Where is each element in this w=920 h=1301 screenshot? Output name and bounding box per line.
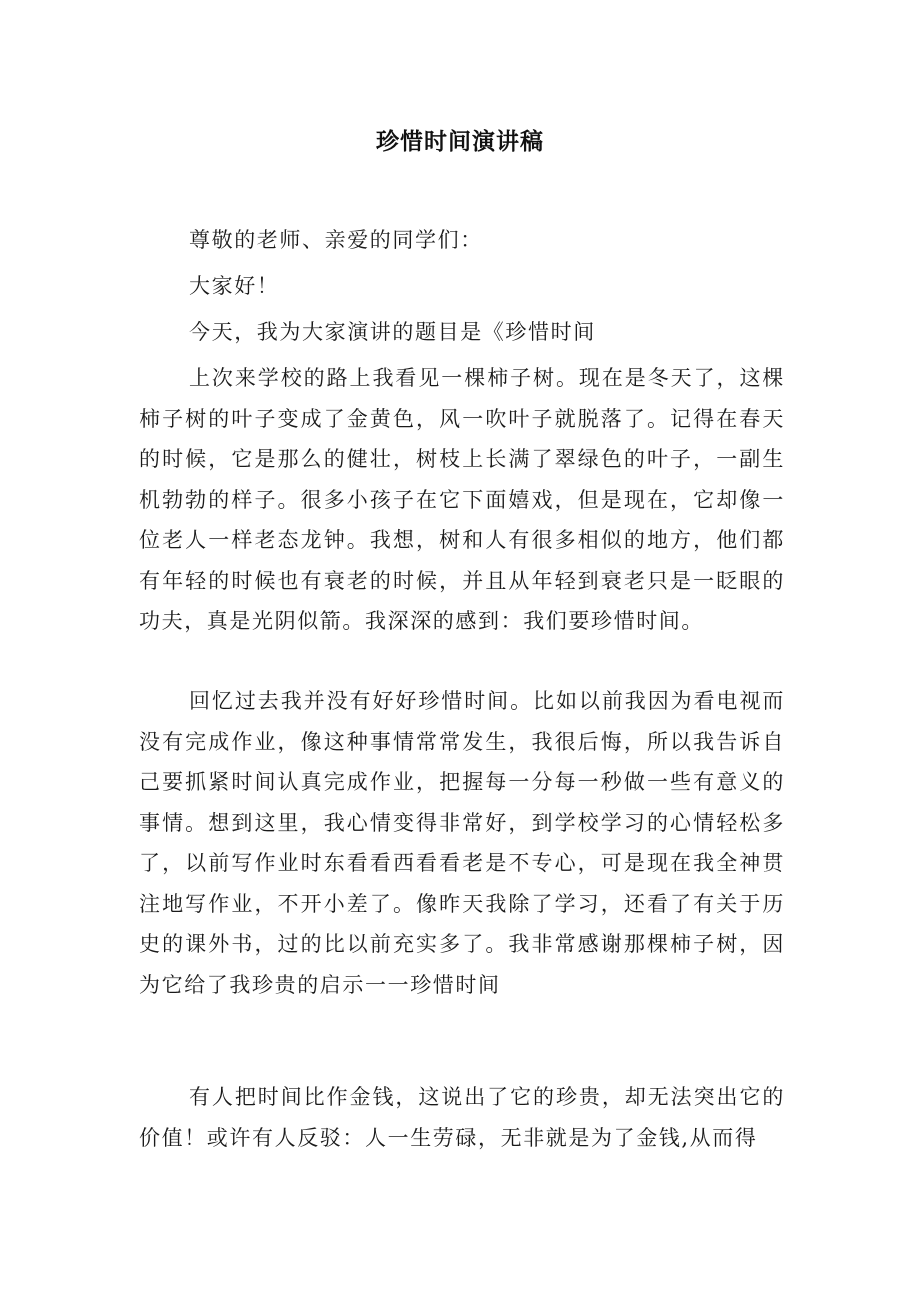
document-title: 珍惜时间演讲稿 [376, 129, 544, 155]
salutation-line: 尊敬的老师、亲爱的同学们： [189, 228, 483, 252]
intro-line: 今天，我为大家演讲的题目是《珍惜时间 [189, 320, 596, 344]
paragraph-recollection: 回忆过去我并没有好好珍惜时间。比如以前我因为看电视而没有完成作业，像这种事情常常发生，我很后悔，所以我告诉自己要抓紧时间认真完成作业，把握每一分每一秒做一些有意义的事情。想到这里，我心情变得非常好，到学校学习的心情轻松多了，以前写作业时东看看西看看老是不专心，可是现在我全神贯注地写作业，不开小差了。像昨天我除了学习，还看了有关于历史的课外书，过的比以前充实多了。我非常感谢那棵柿子树，因为它给了我珍贵的启示一一珍惜时间 [139, 689, 785, 997]
paragraph-persimmon-tree: 上次来学校的路上我看见一棵柿子树。现在是冬天了，这棵柿子树的叶子变成了金黄色，风一吹叶子就脱落了。记得在春天的时候，它是那么的健壮，树枝上长满了翠绿色的叶子，一副生机勃勃的样子。很多小孩子在它下面嬉戏，但是现在，它却像一位老人一样老态龙钟。我想，树和人有很多相似的地方，他们都有年轻的时候也有衰老的时候，并且从年轻到衰老只是一眨眼的功夫，真是光阴似箭。我深深的感到：我们要珍惜时间。 [139, 366, 785, 633]
paragraph-time-as-money: 有人把时间比作金钱，这说出了它的珍贵，却无法突出它的价值！或许有人反驳：人一生劳碌，无非就是为了金钱,从而得 [139, 1085, 785, 1150]
greeting-line: 大家好！ [189, 274, 280, 298]
